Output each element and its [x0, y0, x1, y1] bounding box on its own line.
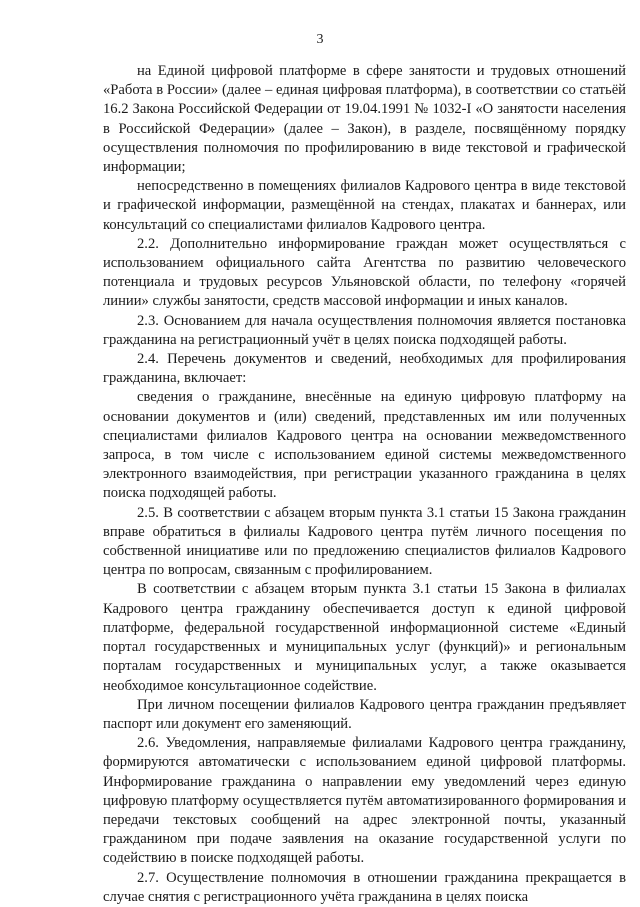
paragraph-2: непосредственно в помещениях филиалов Кадрового центра в виде текстовой и графической информации, размещённой на стендах, плакатах и баннерах, или консультаций со специалистами филиалов Кадрового центра.: [103, 178, 626, 233]
paragraph-6: сведения о гражданине, внесённые на единую цифровую платформу на основании документов и (или) сведений, представленных им или полученных специалистами филиалов Кадрового центра на основании межведомственного запроса, в том числе с использованием единой системы межведомственного электронного взаимодействия, при регистрации указанного гражданина в целях поиска подходящей работы.: [103, 389, 626, 502]
paragraph-1: на Единой цифровой платформе в сфере занятости и трудовых отношений «Работа в России» (далее – единая цифровая платформа), в соответствии со статьёй 16.2 Закона Российской Федерации от 19.04.1991 № 1032-I «О занятости населения в Российской Федерации» (далее – Закон), в разделе, посвящённому порядку осуществления полномочия по профилированию в виде текстовой и графической информации;: [103, 63, 626, 176]
paragraph-10: 2.6. Уведомления, направляемые филиалами Кадрового центра гражданину, формируются автоматически с использованием единой цифровой платформы. Информирование гражданина о направлении ему уведомлений через единую цифровую платформу осуществляется путём автоматизированного формирования и передачи текстовых сообщений на адрес электронной почты, указанный гражданином при подаче заявления на оказание государственной услуги по содействию в поиске подходящей работы.: [103, 735, 626, 867]
document-body: [103, 62, 626, 907]
paragraph-8: В соответствии с абзацем вторым пункта 3.1 статьи 15 Закона в филиалах Кадрового центра гражданину обеспечивается доступ к единой цифровой платформе, федеральной государственной информационной системе «Единый портал государственных и муниципальных услуг (функций)» и региональным порталам государственных и муниципальных услуг, а также оказывается необходимое консультационное содействие.: [103, 581, 626, 694]
paragraph-7: 2.5. В соответствии с абзацем вторым пункта 3.1 статьи 15 Закона гражданин вправе обратиться в филиалы Кадрового центра путём личного посещения по собственной инициативе или по предложению специалистов филиалов Кадрового центра по вопросам, связанным с профилированием.: [103, 504, 626, 579]
paragraph-4: 2.3. Основанием для начала осуществления полномочия является постановка гражданина на регистрационный учёт в целях поиска подходящей работы.: [103, 312, 626, 348]
paragraph-3: 2.2. Дополнительно информирование граждан может осуществляться с использованием официального сайта Агентства по развитию человеческого потенциала и трудовых ресурсов Ульяновской области, по телефону «горячей линии» службы занятости, средств массовой информации и иных каналов.: [103, 235, 626, 310]
paragraph-5: 2.4. Перечень документов и сведений, необходимых для профилирования гражданина, включает:: [103, 351, 626, 387]
paragraph-9: При личном посещении филиалов Кадрового центра гражданин предъявляет паспорт или документ его заменяющий.: [103, 696, 626, 732]
page-number: 3: [316, 32, 324, 47]
paragraph-11: 2.7. Осуществление полномочия в отношении гражданина прекращается в случае снятия с регистрационного учёта гражданина в целях поиска: [103, 869, 626, 905]
